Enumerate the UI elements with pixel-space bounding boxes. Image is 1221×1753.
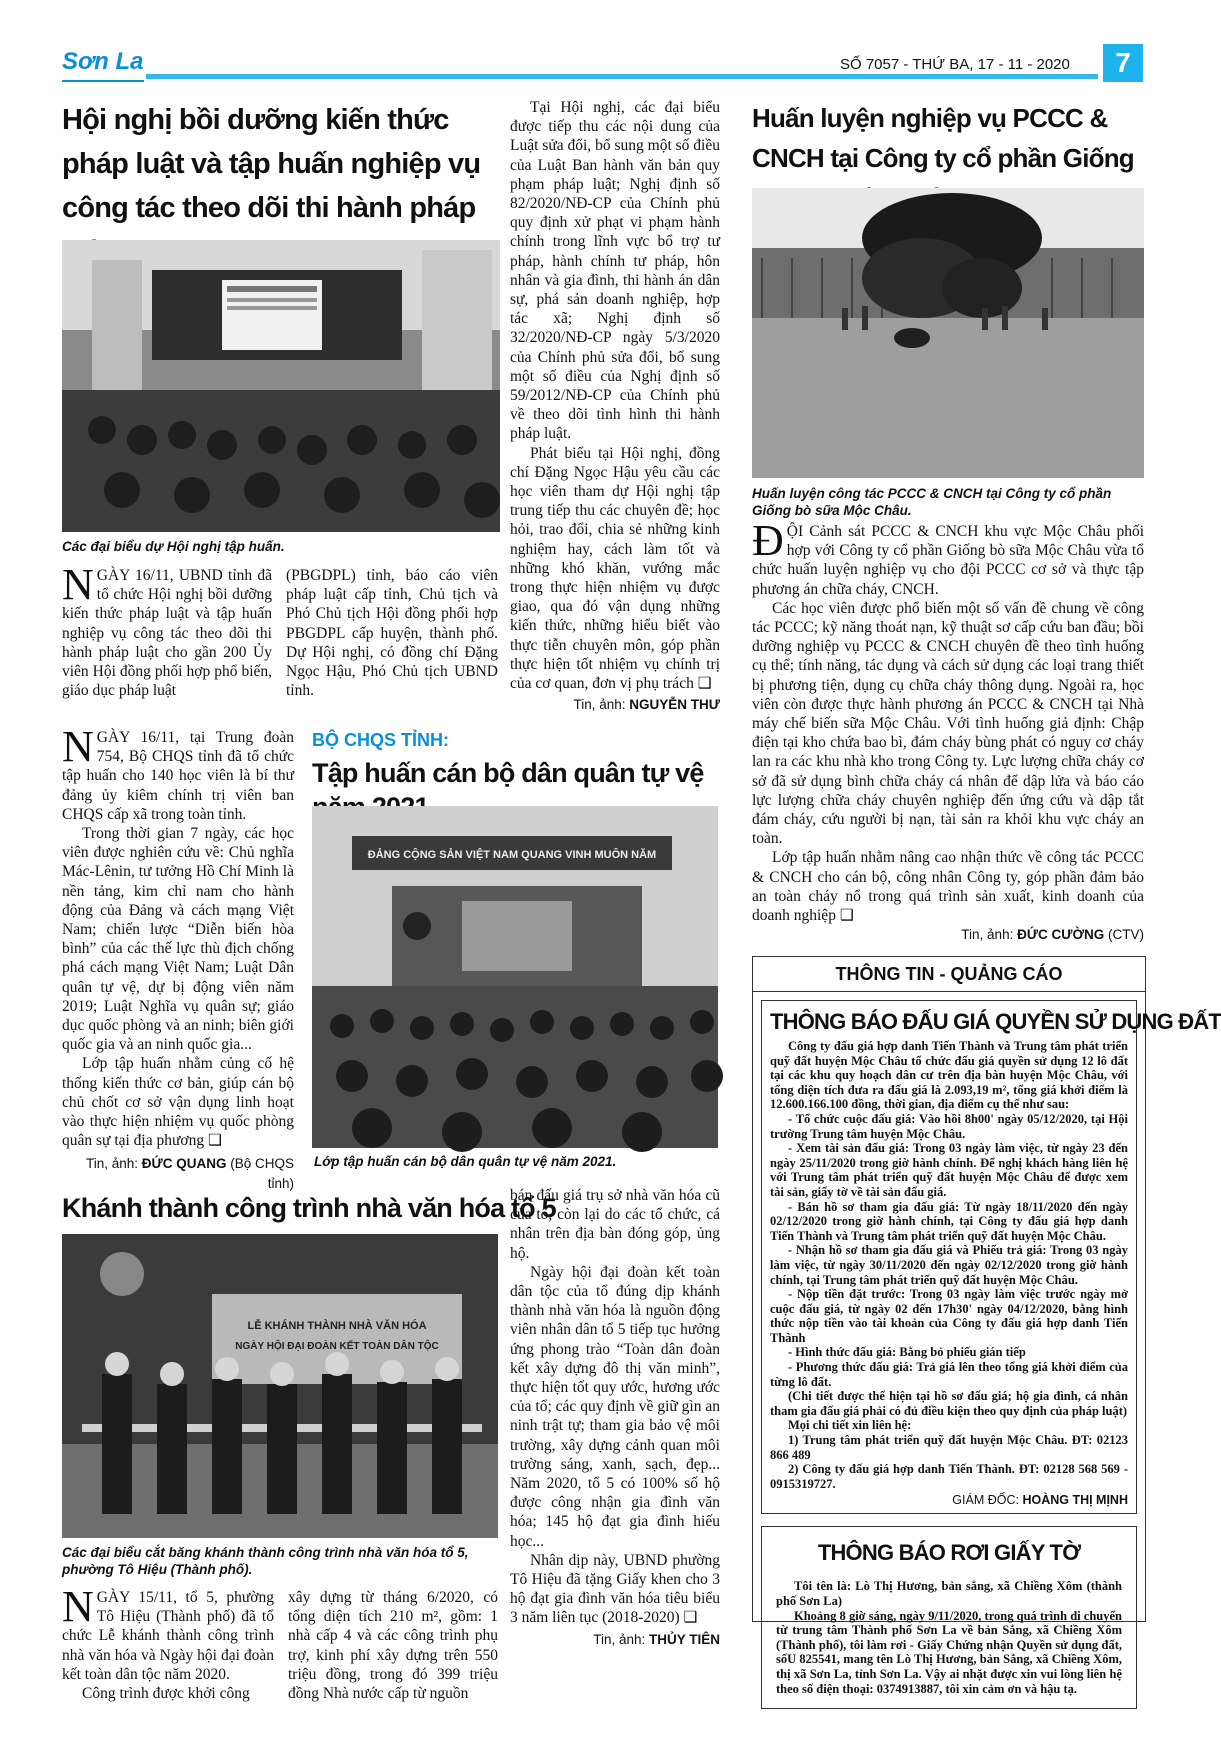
- dropcap: N: [62, 560, 94, 609]
- auction-notice-body: [770, 1039, 1128, 1491]
- lost-document-paragraph: Tôi tên là: Lò Thị Hương, bản sẳng, xã Chiềng Xôm (thành phố Sơn La): [776, 1579, 1122, 1608]
- author-name: NGUYỄN THƯ: [629, 697, 720, 713]
- article1-lead: GÀY 16/11, UBND tỉnh đã tổ chức Hội nghị bồi dưỡng kiến thức pháp luật và tập huấn nghiệp vụ công tác theo dõi thi hành pháp luật cho gần 200 Ủy viên Hội đồng phối hợp phổ biến, giáo dục pháp luật: [62, 567, 272, 700]
- article4-column-1: [62, 1582, 274, 1703]
- article3-byline: Tin, ảnh: ĐỨC CƯỜNG (CTV): [961, 927, 1144, 943]
- article3-photo-caption: Huấn luyện công tác PCCC & CNCH tại Công ty cổ phần Giống bò sữa Mộc Châu.: [752, 486, 1112, 518]
- section-name: Sơn La: [62, 48, 144, 75]
- article3-title: Huấn luyện nghiệp vụ PCCC & CNCH tại Công ty cổ phần Giống: [752, 103, 1134, 173]
- article3-paragraph: Các học viên được phổ biến một số vấn đề chung về công tác PCCC; kỹ năng thoát nạn, kỹ thuật sơ cấp cứu ban đầu; bồi dưỡng nghiệp vụ PCCC & CNCH chuyên đề theo tình huống cụ thể; tính năng, tác dụng và cách sử dụng các loại trang thiết bị phương tiện, dụng cụ chữa cháy thông dụng. Ngoài ra, học viên còn được thực hành phương án PCCC & CNCH tại Nhà máy chế biến sữa Mộc Châu. Với tình huống giả định: Chập điện tại kho chứa bao bì, đám cháy bùng phát có nguy cơ cháy lan ra các khu nhà kho trong Công ty. Lực lượng chữa cháy cơ sở đã sử dụng bình chữa cháy cá nhân để dập lửa và báo cáo lực lượng chữa cháy chuyên nghiệp đến ứng cứu và dập tắt đám cháy, cứu người bị nạn, tài sản ra khỏi khu vực cháy an toàn.: [752, 599, 1144, 848]
- article2-paragraph: Trong thời gian 7 ngày, các học viên được nghiên cứu về: Chủ nghĩa Mác-Lênin, tư tưởng Hồ Chí Minh là nền tảng, kim chỉ nam cho hành động của Đảng và cách mạng Việt Nam; chiến lược “Diễn biến hòa bình” của các thế lực thù địch chống phá cách mạng Việt Nam; Luật Dân quân tự vệ, dự bị động viên năm 2019; Luật Nghĩa vụ quân sự; giáo dục quốc phòng và an ninh; biên giới quốc gia và an ninh quốc gia...: [62, 825, 294, 1054]
- article2-kicker: BỘ CHQS TỈNH:: [312, 730, 449, 750]
- article4-column-3: [510, 1186, 720, 1649]
- auction-notice-line: - Phương thức đấu giá: Trả giá lên theo tổng giá khởi điểm của từng lô đất.: [770, 1360, 1128, 1389]
- article4-paragraph: Nhân dịp này, UBND phường Tô Hiệu đã tặng Giấy khen cho 3 hộ đạt gia đình văn hóa tiêu biểu 3 năm liên tục (2018-2020) ❑: [510, 1551, 720, 1627]
- auction-notice-line: 2) Công ty đấu giá hợp danh Tiến Thành. ĐT: 02128 568 569 - 0915319727.: [770, 1462, 1128, 1491]
- article1-paragraph: Phát biểu tại Hội nghị, đồng chí Đặng Ngọc Hậu yêu cầu các học viên tham dự Hội nghị tập trung tiếp thu các chuyên đề; học hỏi, trao đổi, chia sẻ những kinh nghiệm hay, cách làm tốt và những khó khăn, vướng mắc trong thực hiện nhiệm vụ được giao, qua đó vận dụng những kiến thức, những hiểu biết vào thực tiễn chuyên môn, góp phần thực hiện tốt nhiệm vụ chính trị của cơ quan, đơn vị phụ trách ❑: [510, 444, 720, 693]
- auction-notice-line: - Xem tài sản đấu giá: Trong 03 ngày làm việc, từ ngày 23 đến ngày 25/11/2020 trong giờ hành chính. Để nghị khách hàng liên hệ với Trung tâm phát triển quỹ đất huyện Mộc Châu để được xem tài sản, giấy tờ về tài sản đấu giá.: [770, 1141, 1128, 1199]
- lost-document-title: THÔNG BÁO RƠI GIẤY TỜ: [817, 1540, 1081, 1566]
- author-name: ĐỨC QUANG: [141, 1156, 227, 1172]
- auction-notice: [761, 1000, 1221, 1514]
- hall-banner-text: ĐẢNG CỘNG SẢN VIỆT NAM QUANG VINH MUÔN NĂM: [367, 849, 657, 861]
- article2-title: Tập huấn cán bộ dân quân tự vệ: [312, 758, 704, 788]
- article3-photo: [752, 188, 1144, 478]
- article2-lead: GÀY 16/11, tại Trung đoàn 754, Bộ CHQS tỉnh đã tổ chức tập huấn cho 140 học viên là bí thư đảng ủy kiêm chính trị viên ban CHQS cấp xã trong toàn tỉnh.: [62, 729, 294, 823]
- auction-notice-line: Công ty đấu giá hợp danh Tiến Thành và Trung tâm phát triển quỹ đất huyện Mộc Châu tổ chức đấu giá quyền sử dụng 12 lô đất tại các khu quy hoạch dân cư trên địa bàn huyện Mộc Châu, với tổng diện tích đưa ra đấu giá là 2.093,19 m², tổng giá khởi điểm là 12.600.166.100 đồng, thời gian, địa điểm cụ thể như sau:: [770, 1039, 1128, 1112]
- article1-paragraph: Tại Hội nghị, các đại biểu được tiếp thu các nội dung của Luật sửa đổi, bổ sung một số điều của Luật Ban hành văn bản quy phạm pháp luật; Nghị định số 82/2020/NĐ-CP của Chính phủ quy định xử phạt vi phạm hành chính trong lĩnh vực bổ trợ tư pháp, hành chính tư pháp, hôn nhân và gia đình, thi hành án dân sự, phá sản doanh nghiệp, hợp tác xã; Nghị định số 32/2020/NĐ-CP ngày 5/3/2020 của Chính phủ sửa đổi, bổ sung một số điều của Nghị định số 59/2012/NĐ-CP của Chính phủ về theo dõi tình hình thi hành pháp luật.: [510, 99, 720, 443]
- ceremony-banner-line-2: NGÀY HỘI ĐẠI ĐOÀN KẾT TOÀN DÂN TỘC: [235, 1341, 439, 1352]
- article3-text: [752, 516, 1144, 944]
- article4-photo-caption: Các đại biểu cắt băng khánh thành công trình nhà văn hóa tổ 5, phường Tô Hiệu (Thành phố).: [62, 1545, 469, 1577]
- article1-photo-caption: Các đại biểu dự Hội nghị tập huấn.: [62, 539, 285, 554]
- auction-signer: GIÁM ĐỐC: HOÀNG THỊ MỊNH: [952, 1493, 1128, 1508]
- header-rule-underline: [62, 80, 144, 82]
- article4-paragraph: xây dựng từ tháng 6/2020, có tổng diện tích 210 m², gồm: 1 nhà cấp 4 và các công trình phụ trợ, kinh phí xây dựng trên 550 triệu đồng, trong đó 399 triệu đồng Nhà nước cấp từ nguồn: [288, 1589, 498, 1703]
- issue-date: SỐ 7057 - THỨ BA, 17 - 11 - 2020: [840, 56, 1070, 73]
- article4-paragraph: Ngày hội đại đoàn kết toàn dân tộc của tổ đúng dịp khánh thành nhà văn hóa là nguồn động viên nhân dân tổ 5 tiếp tục hưởng ứng phong trào “Toàn dân đoàn kết xây dựng đô thị văn minh”, thực hiện tốt quy ước, hương ước của tổ; các quy định về giữ gìn an ninh trật tự; tham gia bảo vệ môi trường, xây dựng cảnh quan môi trường sáng, xanh, sạch, đẹp... Năm 2020, tổ 5 có 100% số hộ được công nhận gia đình văn hóa; 145 hộ đạt gia đình hiếu học...: [510, 1263, 720, 1550]
- article1-column-1: [62, 560, 272, 700]
- lost-document-paragraph: Khoảng 8 giờ sáng, ngày 9/11/2020, trong quá trình di chuyển từ trung tâm Thành phố Sơn La về bản Sẳng, xã Chiềng Xôm (Thành phố), tôi làm rơi - Giấy Chứng nhận Quyền sử dụng đất, sốU 825541, mang tên Lò Thị Hương, bản Sẳng, xã Chiềng Xôm, thị xã Sơn La, tỉnh Sơn La. Vậy ai nhặt được xin vui lòng liên hệ theo số điện thoại: 0374913887, tôi xin cảm ơn và hậu tạ.: [776, 1608, 1122, 1696]
- dropcap: N: [62, 1582, 94, 1631]
- conference-hall-image: [62, 240, 500, 532]
- ceremony-banner-line-1: LỄ KHÁNH THÀNH NHÀ VĂN HÓA: [247, 1320, 427, 1332]
- page-number: 7: [1103, 44, 1143, 82]
- auction-notice-line: - Tổ chức cuộc đấu giá: Vào hồi 8h00' ngày 05/12/2020, tại Hội trường Trung tâm huyện Mộc Châu.: [770, 1111, 1128, 1141]
- auction-notice-line: - Hình thức đấu giá: Bằng bỏ phiếu gián tiếp: [788, 1345, 1026, 1360]
- auction-notice-line: - Nhận hồ sơ tham gia đấu giá và Phiếu trả giá: Trong 03 ngày làm việc, từ ngày 30/11/2020 đến ngày 02/12/2020 trong giờ hành chính, tại Trung tâm phát triển quỹ đất huyện Mộc Châu.: [770, 1243, 1128, 1287]
- article1-title: Hội nghị bồi dưỡng kiến thức pháp luật và tập huấn nghiệp vụ công tác theo dõi thi hành pháp: [62, 104, 481, 224]
- dropcap: N: [62, 722, 94, 771]
- author-name: ĐỨC CƯỜNG: [1017, 927, 1105, 943]
- article4-lead: GÀY 15/11, tổ 5, phường Tô Hiệu (Thành phố) đã tổ chức Lễ khánh thành công trình nhà văn hóa và Ngày hội đại đoàn kết toàn dân tộc năm 2020.: [62, 1589, 274, 1683]
- article4-title: Khánh thành công trình nhà văn hóa tổ 5: [62, 1193, 556, 1223]
- article1-column-3: [510, 98, 720, 715]
- auction-notice-line: - Bán hồ sơ tham gia đấu giá: Từ ngày 18/11/2020 đến ngày 02/12/2020 trong giờ hành chính, tại Công ty đấu giá hợp danh Tiến Thành và Trung tâm phát triển quỹ đất huyện Mộc Châu.: [770, 1199, 1128, 1243]
- auction-notice-line: - Nộp tiền đặt trước: Trong 03 ngày làm việc trước ngày mở cuộc đấu giá, từ ngày 02 đến 17h30' ngày 04/12/2020, bằng hình thức nộp tiền vào tài khoản của Công ty đấu giá hợp danh Tiến Thành: [770, 1287, 1128, 1345]
- article4-paragraph: Công trình được khởi công: [82, 1685, 250, 1703]
- military-hall-image: [312, 806, 718, 1148]
- author-name: THỦY TIÊN: [648, 1631, 720, 1647]
- article2-paragraph: Lớp tập huấn nhằm củng cố hệ thống kiến thức cơ bản, giúp cán bộ chủ chốt cơ sở vận dụng linh hoạt vào thực hiện nhiệm vụ quốc phòng quân sự tại địa phương ❑: [62, 1055, 294, 1150]
- article1-byline: Tin, ảnh: NGUYỄN THƯ: [573, 697, 720, 713]
- lost-document-notice: [761, 1526, 1137, 1709]
- article2-photo: [312, 806, 718, 1148]
- ads-section: [752, 956, 1221, 1696]
- auction-notice-line: Mọi chi tiết xin liên hệ:: [788, 1418, 912, 1433]
- auction-notice-line: 1) Trung tâm phát triển quỹ đất huyện Mộc Châu. ĐT: 02123 866 489: [770, 1433, 1128, 1462]
- article2-text-column: [62, 722, 294, 1193]
- article2-byline: Tin, ảnh: ĐỨC QUANG (Bộ CHQS tỉnh): [86, 1156, 294, 1191]
- ribbon-cutting-image: [62, 1234, 498, 1538]
- article4-column-2: [288, 1588, 498, 1703]
- article4-photo: [62, 1234, 498, 1538]
- article1-photo: [62, 240, 500, 532]
- ads-section-title: THÔNG TIN - QUẢNG CÁO: [753, 957, 1145, 992]
- signer-name: HOÀNG THỊ MỊNH: [1022, 1493, 1128, 1508]
- article3-paragraph: Lớp tập huấn nhằm nâng cao nhận thức về công tác PCCC & CNCH cho cán bộ, công nhân Công ty, góp phần đảm bảo an toàn cháy nổ trong quá trình sản xuất, kinh doanh của doanh nghiệp ❑: [752, 849, 1144, 925]
- article2-photo-caption: Lớp tập huấn cán bộ dân quân tự vệ năm 2021.: [314, 1154, 617, 1169]
- lost-document-body: [776, 1579, 1122, 1696]
- dropcap: Đ: [752, 516, 784, 565]
- header-rule: [146, 74, 1098, 79]
- article1-column-2: [286, 566, 498, 700]
- article3-lead: ỘI Cảnh sát PCCC & CNCH khu vực Mộc Châu phối hợp với Công ty cổ phần Giống bò sữa Mộc Châu vừa tổ chức huấn luyện nghiệp vụ cho đội PCCC cơ sở và thực tập phương án chữa cháy, CNCH.: [752, 523, 1144, 598]
- fire-drill-image: [752, 188, 1144, 478]
- auction-notice-line: (Chi tiết được thể hiện tại hồ sơ đấu giá; hộ gia đình, cá nhân tham gia đấu giá phải có đủ điều kiện theo quy định của pháp luật): [770, 1389, 1128, 1418]
- article4-byline: Tin, ảnh: THỦY TIÊN: [593, 1631, 720, 1647]
- article4-paragraph: bán đấu giá trụ sở nhà văn hóa cũ của tổ, còn lại do các tổ chức, cá nhân trên địa bàn đóng góp, ủng hộ.: [510, 1187, 720, 1262]
- article1-paragraph: (PBGDPL) tỉnh, báo cáo viên pháp luật cấp tỉnh, Chủ tịch và Phó Chủ tịch Hội đồng phối hợp PBGDPL cấp huyện, thành phố. Dự Hội nghị, có đồng chí Đặng Ngọc Hậu, Phó Chủ tịch UBND tỉnh.: [286, 567, 498, 700]
- auction-notice-title: THÔNG BÁO ĐẤU GIÁ QUYỀN SỬ DỤNG ĐẤT: [770, 1009, 1221, 1034]
